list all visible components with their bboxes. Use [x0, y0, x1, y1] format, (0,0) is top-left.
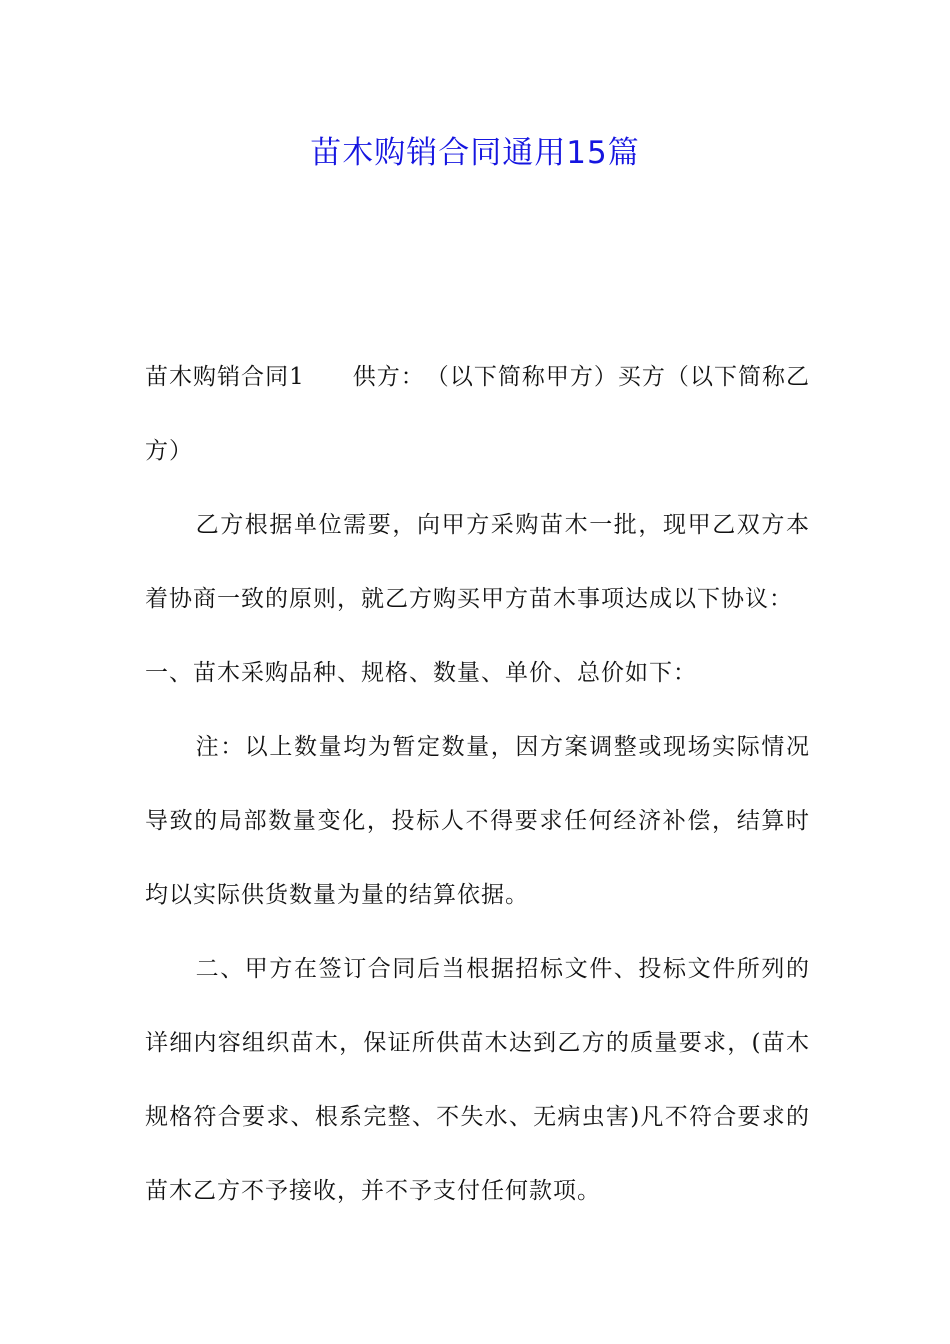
- document-body: [145, 340, 810, 1228]
- paragraph-note: 注：以上数量均为暂定数量，因方案调整或现场实际情况导致的局部数量变化，投标人不得要求任何经济补偿，结算时均以实际供货数量为量的结算依据。: [145, 734, 810, 908]
- paragraph-contract-header: 苗木购销合同1 供方： （以下简称甲方）买方（以下简称乙方）: [145, 364, 810, 464]
- paragraph-clause-one: 一、苗木采购品种、规格、数量、单价、总价如下：: [145, 660, 697, 686]
- document-title: 苗木购销合同通用15篇: [310, 135, 640, 171]
- paragraph-purchase-intent: 乙方根据单位需要，向甲方采购苗木一批，现甲乙双方本着协商一致的原则，就乙方购买甲方苗木事项达成以下协议：: [145, 512, 810, 612]
- paragraph-clause-two: 二、甲方在签订合同后当根据招标文件、投标文件所列的详细内容组织苗木，保证所供苗木达到乙方的质量要求，(苗木规格符合要求、根系完整、不失水、无病虫害)凡不符合要求的苗木乙方不予接收，并不予支付任何款项。: [145, 956, 810, 1204]
